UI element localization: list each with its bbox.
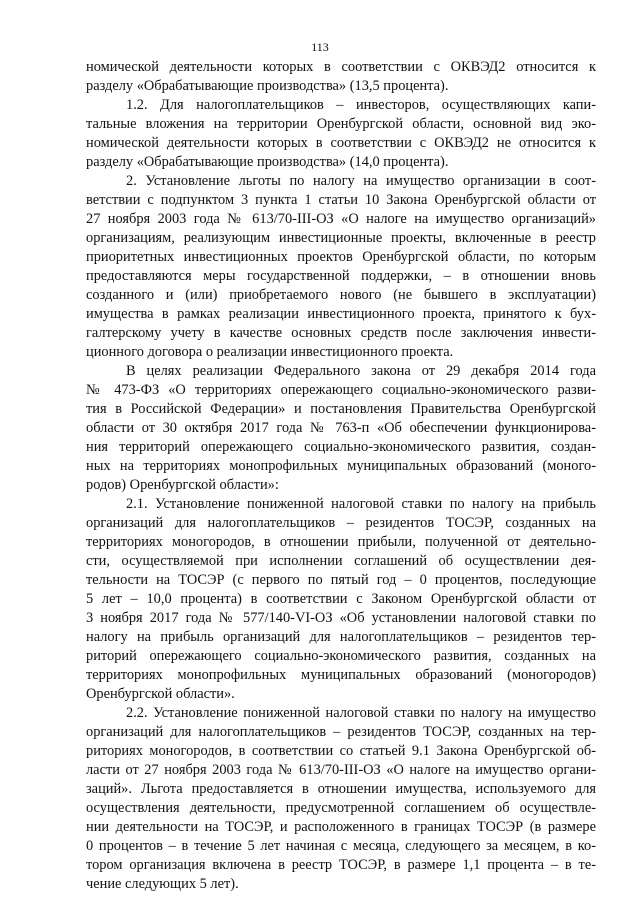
text-line: В целях реализации Федерального закона от 29 декабря 2014 года [126,363,596,379]
text-line: 2.1. Установление пониженной налоговой ставки по налогу на прибыль [126,496,596,512]
text-line: тальные вложения на территории Оренбургской области, основной вид эко- [86,116,596,132]
text-line: созданного и (или) приобретаемого нового (не бывшего в эксплуатации) [86,287,596,303]
text-line: сти, осуществляемой при исполнении соглашений об осуществлении дея- [86,553,596,569]
text-line: организаций для налогоплательщиков – резидентов ТОСЭР, созданных на тер- [86,724,596,740]
text-line: родов) Оренбургской области»: [86,477,279,493]
text-line: чение следующих 5 лет). [86,876,239,892]
text-line: имущества в рамках реализации инвестиционного проекта, принятого к бух- [86,306,596,322]
text-line: территориях монопрофильных муниципальных образований (моногородов) [86,667,596,683]
text-line: ния территорий опережающего социально-экономического развития, создан- [86,439,596,455]
text-line: приоритетных инвестиционных проектов Оренбургской области, по которым [86,249,596,265]
text-line: разделу «Обрабатывающие производства» (13,5 процента). [86,78,449,94]
text-line: тельности на ТОСЭР (с первого по пятый год – 0 процентов, последующие [86,572,596,588]
text-line: разделу «Обрабатывающие производства» (14,0 процента). [86,154,449,170]
text-line: 1.2. Для налогоплательщиков – инвесторов, осуществляющих капи- [126,97,596,113]
text-line: 3 ноября 2017 года № 577/140-VI-ОЗ «Об установлении налоговой ставки по [86,610,596,626]
text-line: тором организация включена в реестр ТОСЭР, в размере 1,1 процента – в те- [86,857,596,873]
text-line: 27 ноября 2003 года № 613/70-III-ОЗ «О налоге на имущество организаций» [86,211,596,227]
page-number: 113 [311,40,329,54]
text-line: ветствии с подпунктом 3 пункта 1 статьи 10 Закона Оренбургской области от [86,192,596,208]
text-line: 0 процентов – в течение 5 лет начиная с месяца, следующего за месяцем, в ко- [86,838,596,854]
text-line: налогу на прибыль организаций для налогоплательщиков – резидентов тер- [86,629,596,645]
text-line: 2.2. Установление пониженной налоговой ставки по налогу на имущество [126,705,596,721]
text-line: Оренбургской области». [86,686,235,702]
text-line: организаций для налогоплательщиков – резидентов ТОСЭР, созданных на [86,515,596,531]
text-line: заций». Льгота предоставляется в отношении имущества, используемого для [86,781,596,797]
text-line: риториях моногородов, в соответствии со статьей 9.1 Закона Оренбургской об- [86,743,596,759]
text-line: предоставляются меры государственной поддержки, – в отношении вновь [86,268,596,284]
text-line: ных на территориях монопрофильных муниципальных образований (моного- [86,458,596,474]
text-line: области от 30 октября 2017 года № 763-п «Об обеспечении функционирова- [86,420,596,436]
text-line: номической деятельности которых в соответствии с ОКВЭД2 относится к [86,59,596,75]
text-line: ласти от 27 ноября 2003 года № 613/70-III-ОЗ «О налоге на имущество органи- [86,762,596,778]
text-line: ционного договора о реализации инвестиционного проекта. [86,344,454,360]
text-line: 5 лет – 10,0 процента) в соответствии с Законом Оренбургской области от [86,591,596,607]
text-line: нии деятельности на ТОСЭР, и расположенного в границах ТОСЭР (в размере [86,819,596,835]
text-line: организациям, реализующим инвестиционные проекты, включенные в реестр [86,230,596,246]
text-line: галтерскому учету в качестве основных средств после заключения инвести- [86,325,596,341]
text-line: номической деятельности которых в соответствии с ОКВЭД2 не относится к [86,135,596,151]
document-body [86,58,596,894]
text-line: 2. Установление льготы по налогу на имущество организации в соот- [126,173,596,189]
text-line: № 473-ФЗ «О территориях опережающего социально-экономического разви- [86,382,596,398]
text-line: тия в Российской Федерации» и постановления Правительства Оренбургской [86,401,596,417]
text-line: риторий опережающего социально-экономического развития, созданных на [86,648,596,664]
text-line: территориях моногородов, в отношении прибыли, полученной от деятельно- [86,534,596,550]
text-line: осуществления деятельности, предусмотренной соглашением об осуществле- [86,800,596,816]
